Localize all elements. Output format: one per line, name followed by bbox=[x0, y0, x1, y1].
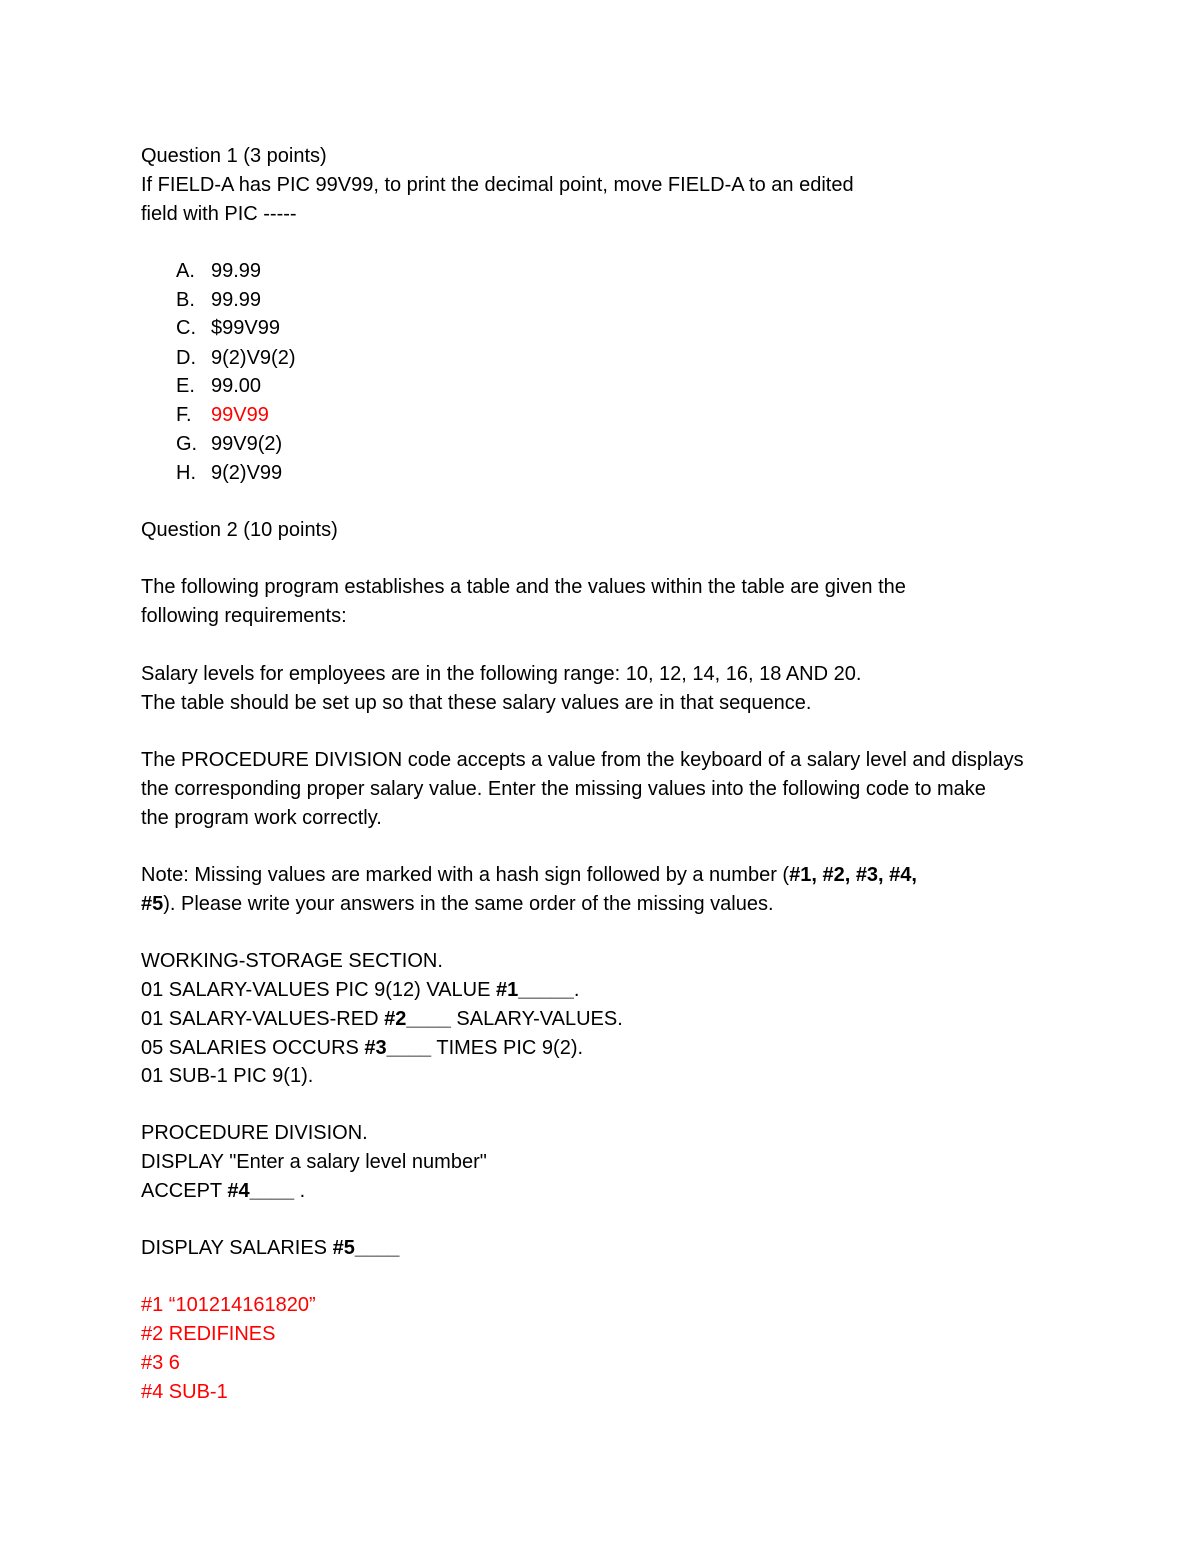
ws-line1-text: 01 SALARY-VALUES PIC 9(12) VALUE bbox=[141, 979, 496, 1001]
working-storage-line4: 01 SUB-1 PIC 9(1). bbox=[141, 1065, 314, 1087]
answer-4: #4 SUB-1 bbox=[141, 1381, 228, 1403]
option-b-value: 99.99 bbox=[211, 289, 262, 311]
working-storage-line1 bbox=[141, 978, 579, 1002]
ws-line2-text: 01 SALARY-VALUES-RED bbox=[141, 1008, 385, 1030]
question2-heading: Question 2 (10 points) bbox=[141, 519, 338, 541]
option-e-value: 99.00 bbox=[211, 375, 262, 397]
display-salaries-text: DISPLAY SALARIES bbox=[141, 1237, 333, 1259]
option-g-letter: G. bbox=[176, 433, 198, 455]
ws-blank-3: #3____ bbox=[364, 1037, 432, 1059]
procedure-display-salaries-line bbox=[141, 1236, 399, 1260]
answer-3: #3 6 bbox=[141, 1352, 180, 1374]
procedure-desc-line3: the program work correctly. bbox=[141, 807, 382, 829]
question2-intro-line2: following requirements: bbox=[141, 605, 347, 627]
ws-line3-text: 05 SALARIES OCCURS bbox=[141, 1037, 365, 1059]
option-c-value: $99V99 bbox=[211, 317, 280, 339]
pd-blank-5: #5____ bbox=[332, 1237, 400, 1259]
option-a-letter: A. bbox=[176, 260, 195, 282]
pd-blank-4: #4____ bbox=[227, 1180, 295, 1202]
option-f-letter: F. bbox=[176, 404, 192, 426]
note-line1 bbox=[141, 863, 917, 887]
option-d-letter: D. bbox=[176, 347, 196, 369]
option-d-value: 9(2)V9(2) bbox=[211, 347, 296, 369]
ws-line3-end: TIMES PIC 9(2). bbox=[431, 1037, 584, 1059]
accept-end: . bbox=[294, 1180, 306, 1202]
note-line1-placeholders: #1, #2, #3, #4, bbox=[789, 864, 917, 886]
salary-range-line: Salary levels for employees are in the following range: 10, 12, 14, 16, 18 AND 20. bbox=[141, 663, 862, 685]
ws-line2-end: SALARY-VALUES. bbox=[450, 1008, 623, 1030]
option-c-letter: C. bbox=[176, 317, 196, 339]
option-e-letter: E. bbox=[176, 375, 195, 397]
option-a-value: 99.99 bbox=[211, 260, 262, 282]
ws-blank-1: #1_____ bbox=[496, 979, 574, 1001]
note-line2-text: ). Please write your answers in the same order of the missing values. bbox=[163, 893, 774, 915]
note-line2-placeholder: #5 bbox=[141, 893, 164, 915]
option-h-value: 9(2)V99 bbox=[211, 462, 283, 484]
ws-blank-2: #2____ bbox=[384, 1008, 451, 1030]
ws-line1-end: . bbox=[573, 979, 580, 1001]
working-storage-line3 bbox=[141, 1036, 583, 1060]
question1-prompt-line2: field with PIC ----- bbox=[141, 203, 297, 225]
note-line2 bbox=[141, 892, 774, 916]
accept-text: ACCEPT bbox=[141, 1180, 228, 1202]
answer-1: #1 “101214161820” bbox=[141, 1294, 316, 1316]
option-g-value: 99V9(2) bbox=[211, 433, 283, 455]
working-storage-line2 bbox=[141, 1007, 623, 1031]
procedure-desc-line1: The PROCEDURE DIVISION code accepts a value from the keyboard of a salary level and displays bbox=[141, 749, 1024, 771]
question1-prompt-line1: If FIELD-A has PIC 99V99, to print the decimal point, move FIELD-A to an edited bbox=[141, 174, 854, 196]
question2-intro-line1: The following program establishes a table and the values within the table are given the bbox=[141, 576, 906, 598]
option-h-letter: H. bbox=[176, 462, 196, 484]
procedure-desc-line2: the corresponding proper salary value. Enter the missing values into the following code to make bbox=[141, 778, 986, 800]
option-f-value-correct: 99V99 bbox=[211, 404, 269, 426]
note-line1-text: Note: Missing values are marked with a hash sign followed by a number ( bbox=[141, 864, 790, 886]
option-b-letter: B. bbox=[176, 289, 195, 311]
procedure-display-line: DISPLAY "Enter a salary level number" bbox=[141, 1151, 487, 1173]
working-storage-header: WORKING-STORAGE SECTION. bbox=[141, 950, 443, 972]
answer-2: #2 REDIFINES bbox=[141, 1323, 276, 1345]
procedure-accept-line bbox=[141, 1179, 305, 1203]
procedure-division-header: PROCEDURE DIVISION. bbox=[141, 1122, 368, 1144]
question1-heading: Question 1 (3 points) bbox=[141, 145, 327, 167]
salary-sequence-line: The table should be set up so that these salary values are in that sequence. bbox=[141, 692, 812, 714]
